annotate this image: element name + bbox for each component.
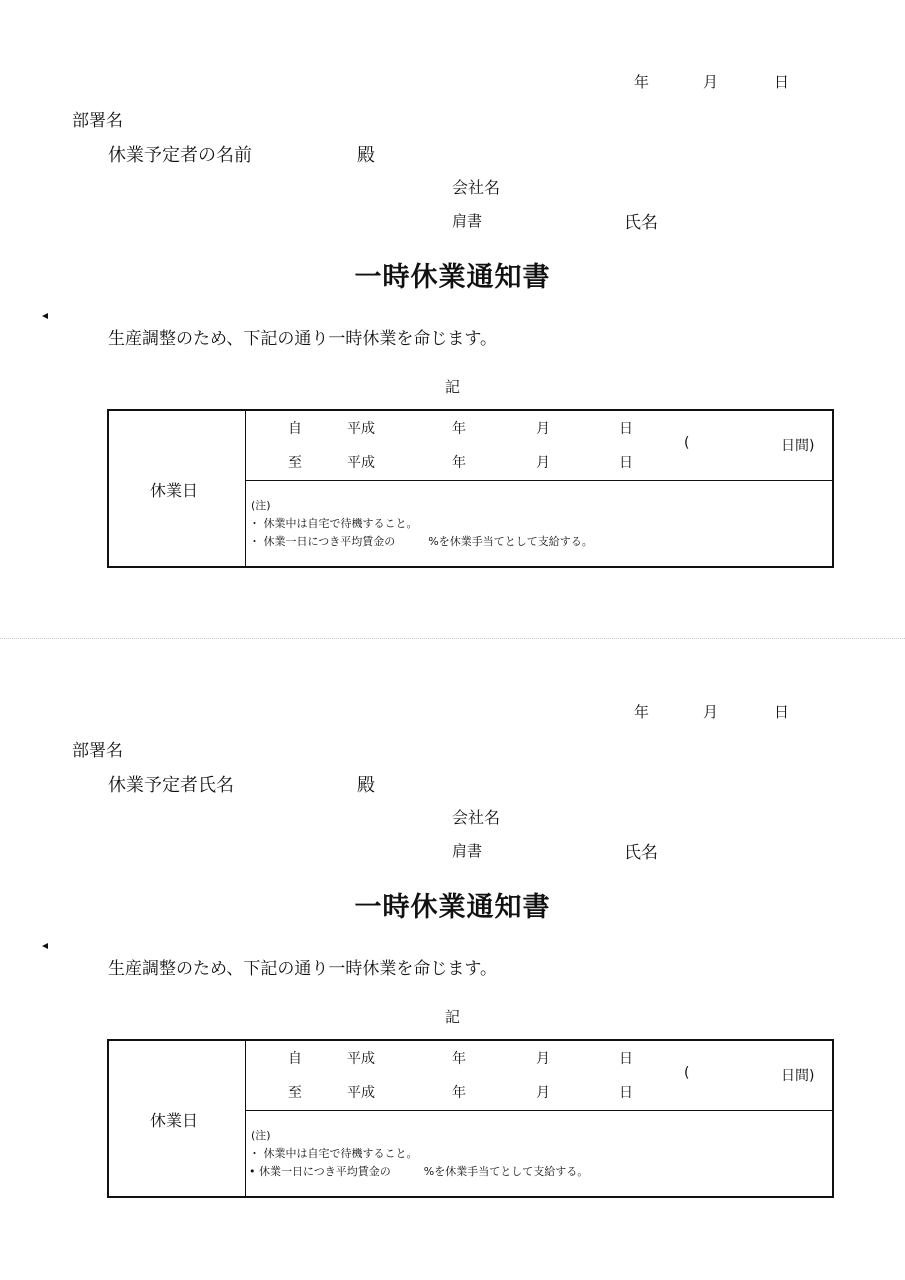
recipient-name: 休業予定者氏名 xyxy=(108,775,234,796)
table-row-divider xyxy=(246,480,832,481)
from-era: 平成 xyxy=(347,1051,375,1067)
to-month: 月 xyxy=(536,1085,550,1101)
signer-position: 肩書 xyxy=(452,212,483,230)
paragraph-marker-icon xyxy=(42,943,48,949)
from-era: 平成 xyxy=(347,421,375,437)
to-month: 月 xyxy=(536,455,550,471)
paragraph-marker-icon xyxy=(42,313,48,319)
table-row-label: 休業日 xyxy=(150,1111,199,1130)
from-day: 日 xyxy=(619,421,633,437)
from-month: 月 xyxy=(536,421,550,437)
date-year: 年 xyxy=(634,703,650,721)
body-text: 生産調整のため、下記の通り一時休業を命じます。 xyxy=(108,959,497,979)
notice-1 xyxy=(0,0,905,630)
ki-heading: 記 xyxy=(445,1008,461,1026)
signer-name: 氏名 xyxy=(624,843,658,863)
leave-table xyxy=(107,1039,834,1198)
to-era: 平成 xyxy=(347,455,375,471)
from-year: 年 xyxy=(452,1051,466,1067)
notice-2 xyxy=(0,630,905,1260)
note-line-1: ・ 休業中は自宅で待機すること。 xyxy=(249,517,418,530)
duration-days: 日間) xyxy=(781,438,815,454)
recipient-name: 休業予定者の名前 xyxy=(108,145,252,166)
note-heading: (注) xyxy=(251,499,271,512)
note-line-2: • 休業一日につき平均賃金の %を休業手当てとして支給する。 xyxy=(249,1165,589,1178)
to-prefix: 至 xyxy=(288,455,302,471)
table-row-label: 休業日 xyxy=(150,481,199,500)
date-day: 日 xyxy=(774,73,790,91)
honorific: 殿 xyxy=(357,775,375,796)
date-day: 日 xyxy=(774,703,790,721)
table-label-cell xyxy=(109,411,246,566)
honorific: 殿 xyxy=(357,145,375,166)
from-prefix: 自 xyxy=(288,1051,302,1067)
note-line-1: ・ 休業中は自宅で待機すること。 xyxy=(249,1147,418,1160)
signer-name: 氏名 xyxy=(624,213,658,233)
from-year: 年 xyxy=(452,421,466,437)
date-year: 年 xyxy=(634,73,650,91)
signer-position: 肩書 xyxy=(452,842,483,860)
duration-open-paren: ( xyxy=(684,435,690,451)
ki-heading: 記 xyxy=(445,378,461,396)
department-label: 部署名 xyxy=(72,111,123,131)
to-day: 日 xyxy=(619,455,633,471)
date-month: 月 xyxy=(703,703,719,721)
to-year: 年 xyxy=(452,1085,466,1101)
leave-table xyxy=(107,409,834,568)
body-text: 生産調整のため、下記の通り一時休業を命じます。 xyxy=(108,329,497,349)
document-title: 一時休業通知書 xyxy=(354,892,551,923)
from-month: 月 xyxy=(536,1051,550,1067)
to-prefix: 至 xyxy=(288,1085,302,1101)
duration-open-paren: ( xyxy=(684,1065,690,1081)
from-day: 日 xyxy=(619,1051,633,1067)
date-month: 月 xyxy=(703,73,719,91)
from-prefix: 自 xyxy=(288,421,302,437)
to-era: 平成 xyxy=(347,1085,375,1101)
document-title: 一時休業通知書 xyxy=(354,262,551,293)
company-name: 会社名 xyxy=(452,808,501,827)
to-day: 日 xyxy=(619,1085,633,1101)
note-line-2: ・ 休業一日につき平均賃金の %を休業手当てとして支給する。 xyxy=(249,535,593,548)
note-heading: (注) xyxy=(251,1129,271,1142)
table-row-divider xyxy=(246,1110,832,1111)
table-label-cell xyxy=(109,1041,246,1196)
company-name: 会社名 xyxy=(452,178,501,197)
to-year: 年 xyxy=(452,455,466,471)
duration-days: 日間) xyxy=(781,1068,815,1084)
department-label: 部署名 xyxy=(72,741,123,761)
